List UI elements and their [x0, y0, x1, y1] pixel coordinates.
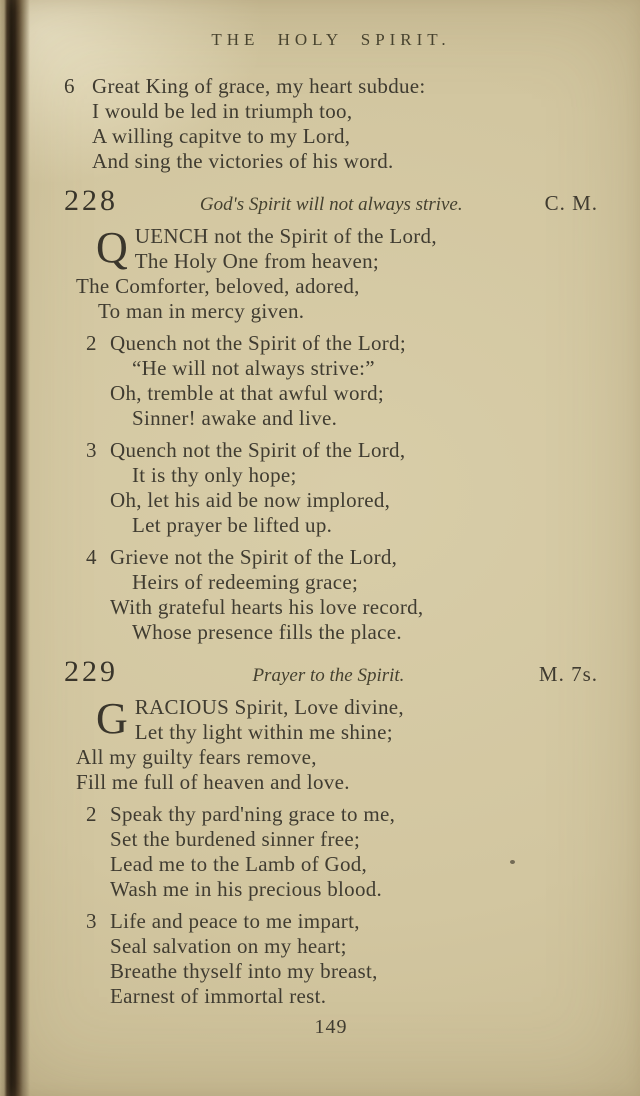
line-text: Lead me to the Lamb of God, — [110, 852, 368, 876]
verse-line — [132, 620, 598, 645]
line-text: Great King of grace, my heart subdue: — [92, 74, 426, 98]
verse-number: 2 — [86, 331, 97, 355]
line-text: Oh, let his aid be now implored, — [110, 488, 391, 512]
line-text: Let thy light within me shine; — [134, 720, 393, 744]
line-text: A willing capitve to my Lord, — [92, 124, 351, 148]
line-text: Sinner! awake and live. — [132, 406, 338, 430]
verse-line — [76, 274, 598, 299]
line-text: With grateful hearts his love record, — [110, 595, 424, 619]
line-text: Quench not the Spirit of the Lord, — [110, 438, 406, 462]
running-header: THE HOLY SPIRIT. — [211, 30, 451, 49]
verse — [76, 224, 598, 324]
verse-line — [110, 488, 598, 513]
ink-speck — [510, 860, 515, 864]
verse-line — [110, 984, 598, 1009]
hymn-heading — [64, 184, 598, 218]
verse — [86, 545, 598, 645]
verse-line — [132, 356, 598, 381]
verse-number: 4 — [86, 545, 97, 569]
line-text: Whose presence fills the place. — [132, 620, 402, 644]
verse-line — [110, 595, 598, 620]
verse-line — [86, 331, 598, 356]
hymn-title: God's Spirit will not always strive. — [199, 194, 463, 215]
hymn-number: 229 — [64, 655, 118, 688]
line-text: To man in mercy given. — [98, 299, 305, 323]
verse-line — [132, 570, 598, 595]
line-text: The Comforter, beloved, adored, — [76, 274, 360, 298]
verse-line — [110, 852, 598, 877]
verse-line — [98, 720, 598, 745]
verse-line — [110, 959, 598, 984]
line-text: The Holy One from heaven; — [134, 249, 380, 273]
line-text: Fill me full of heaven and love. — [76, 770, 350, 794]
verse-line — [86, 545, 598, 570]
verse-line — [86, 802, 598, 827]
verse-line — [132, 463, 598, 488]
verse-line — [92, 124, 598, 149]
verse-line — [110, 827, 598, 852]
verse-line — [92, 149, 598, 174]
verse-number: 3 — [86, 438, 97, 462]
hymn-blocks — [64, 74, 598, 1009]
verse-line — [132, 406, 598, 431]
drop-cap: Q — [96, 223, 128, 272]
line-text: “He will not always strive:” — [132, 356, 375, 380]
line-text: And sing the victories of his word. — [92, 149, 394, 173]
line-text: RACIOUS Spirit, Love divine, — [134, 695, 404, 719]
drop-cap: G — [96, 694, 128, 743]
verse-line — [86, 438, 598, 463]
verse — [86, 438, 598, 538]
verse-line — [76, 695, 598, 720]
verse-continuation — [64, 74, 598, 174]
line-text: Speak thy pard'ning grace to me, — [110, 802, 396, 826]
verse-line — [110, 381, 598, 406]
verse-number: 6 — [64, 74, 75, 98]
verse-number: 2 — [86, 802, 97, 826]
line-text: UENCH not the Spirit of the Lord, — [134, 224, 437, 248]
verse-line — [76, 770, 598, 795]
line-text: Set the burdened sinner free; — [110, 827, 361, 851]
line-text: I would be led in triumph too, — [92, 99, 353, 123]
verse — [86, 909, 598, 1009]
line-text: Oh, tremble at that awful word; — [110, 381, 385, 405]
line-text: Grieve not the Spirit of the Lord, — [110, 545, 398, 569]
verse — [86, 331, 598, 431]
line-text: It is thy only hope; — [132, 463, 297, 487]
verse — [86, 802, 598, 902]
line-text: Let prayer be lifted up. — [132, 513, 333, 537]
verse-line — [76, 745, 598, 770]
hymn-heading — [64, 655, 598, 689]
hymn-meter: M. 7s. — [538, 662, 598, 686]
hymn-meter: C. M. — [544, 191, 598, 215]
verse-line — [92, 99, 598, 124]
verse-line — [76, 224, 598, 249]
verse-line — [98, 299, 598, 324]
hymn-number: 228 — [64, 184, 118, 217]
verse-line — [132, 513, 598, 538]
verse-number: 3 — [86, 909, 97, 933]
line-text: Earnest of immortal rest. — [110, 984, 327, 1008]
hymn-title: Prayer to the Spirit. — [252, 665, 405, 686]
line-text: Quench not the Spirit of the Lord; — [110, 331, 406, 355]
line-text: Seal salvation on my heart; — [110, 934, 347, 958]
verse-line — [98, 249, 598, 274]
binding-edge — [0, 0, 30, 1096]
verse — [76, 695, 598, 795]
verse-line — [110, 877, 598, 902]
line-text: Wash me in his precious blood. — [110, 877, 383, 901]
verse-line — [110, 934, 598, 959]
line-text: Life and peace to me impart, — [110, 909, 360, 933]
verse-line — [86, 909, 598, 934]
page-number: 149 — [314, 1016, 348, 1038]
verse-line — [64, 74, 598, 99]
line-text: Breathe thyself into my breast, — [110, 959, 378, 983]
line-text: All my guilty fears remove, — [76, 745, 317, 769]
line-text: Heirs of redeeming grace; — [132, 570, 359, 594]
